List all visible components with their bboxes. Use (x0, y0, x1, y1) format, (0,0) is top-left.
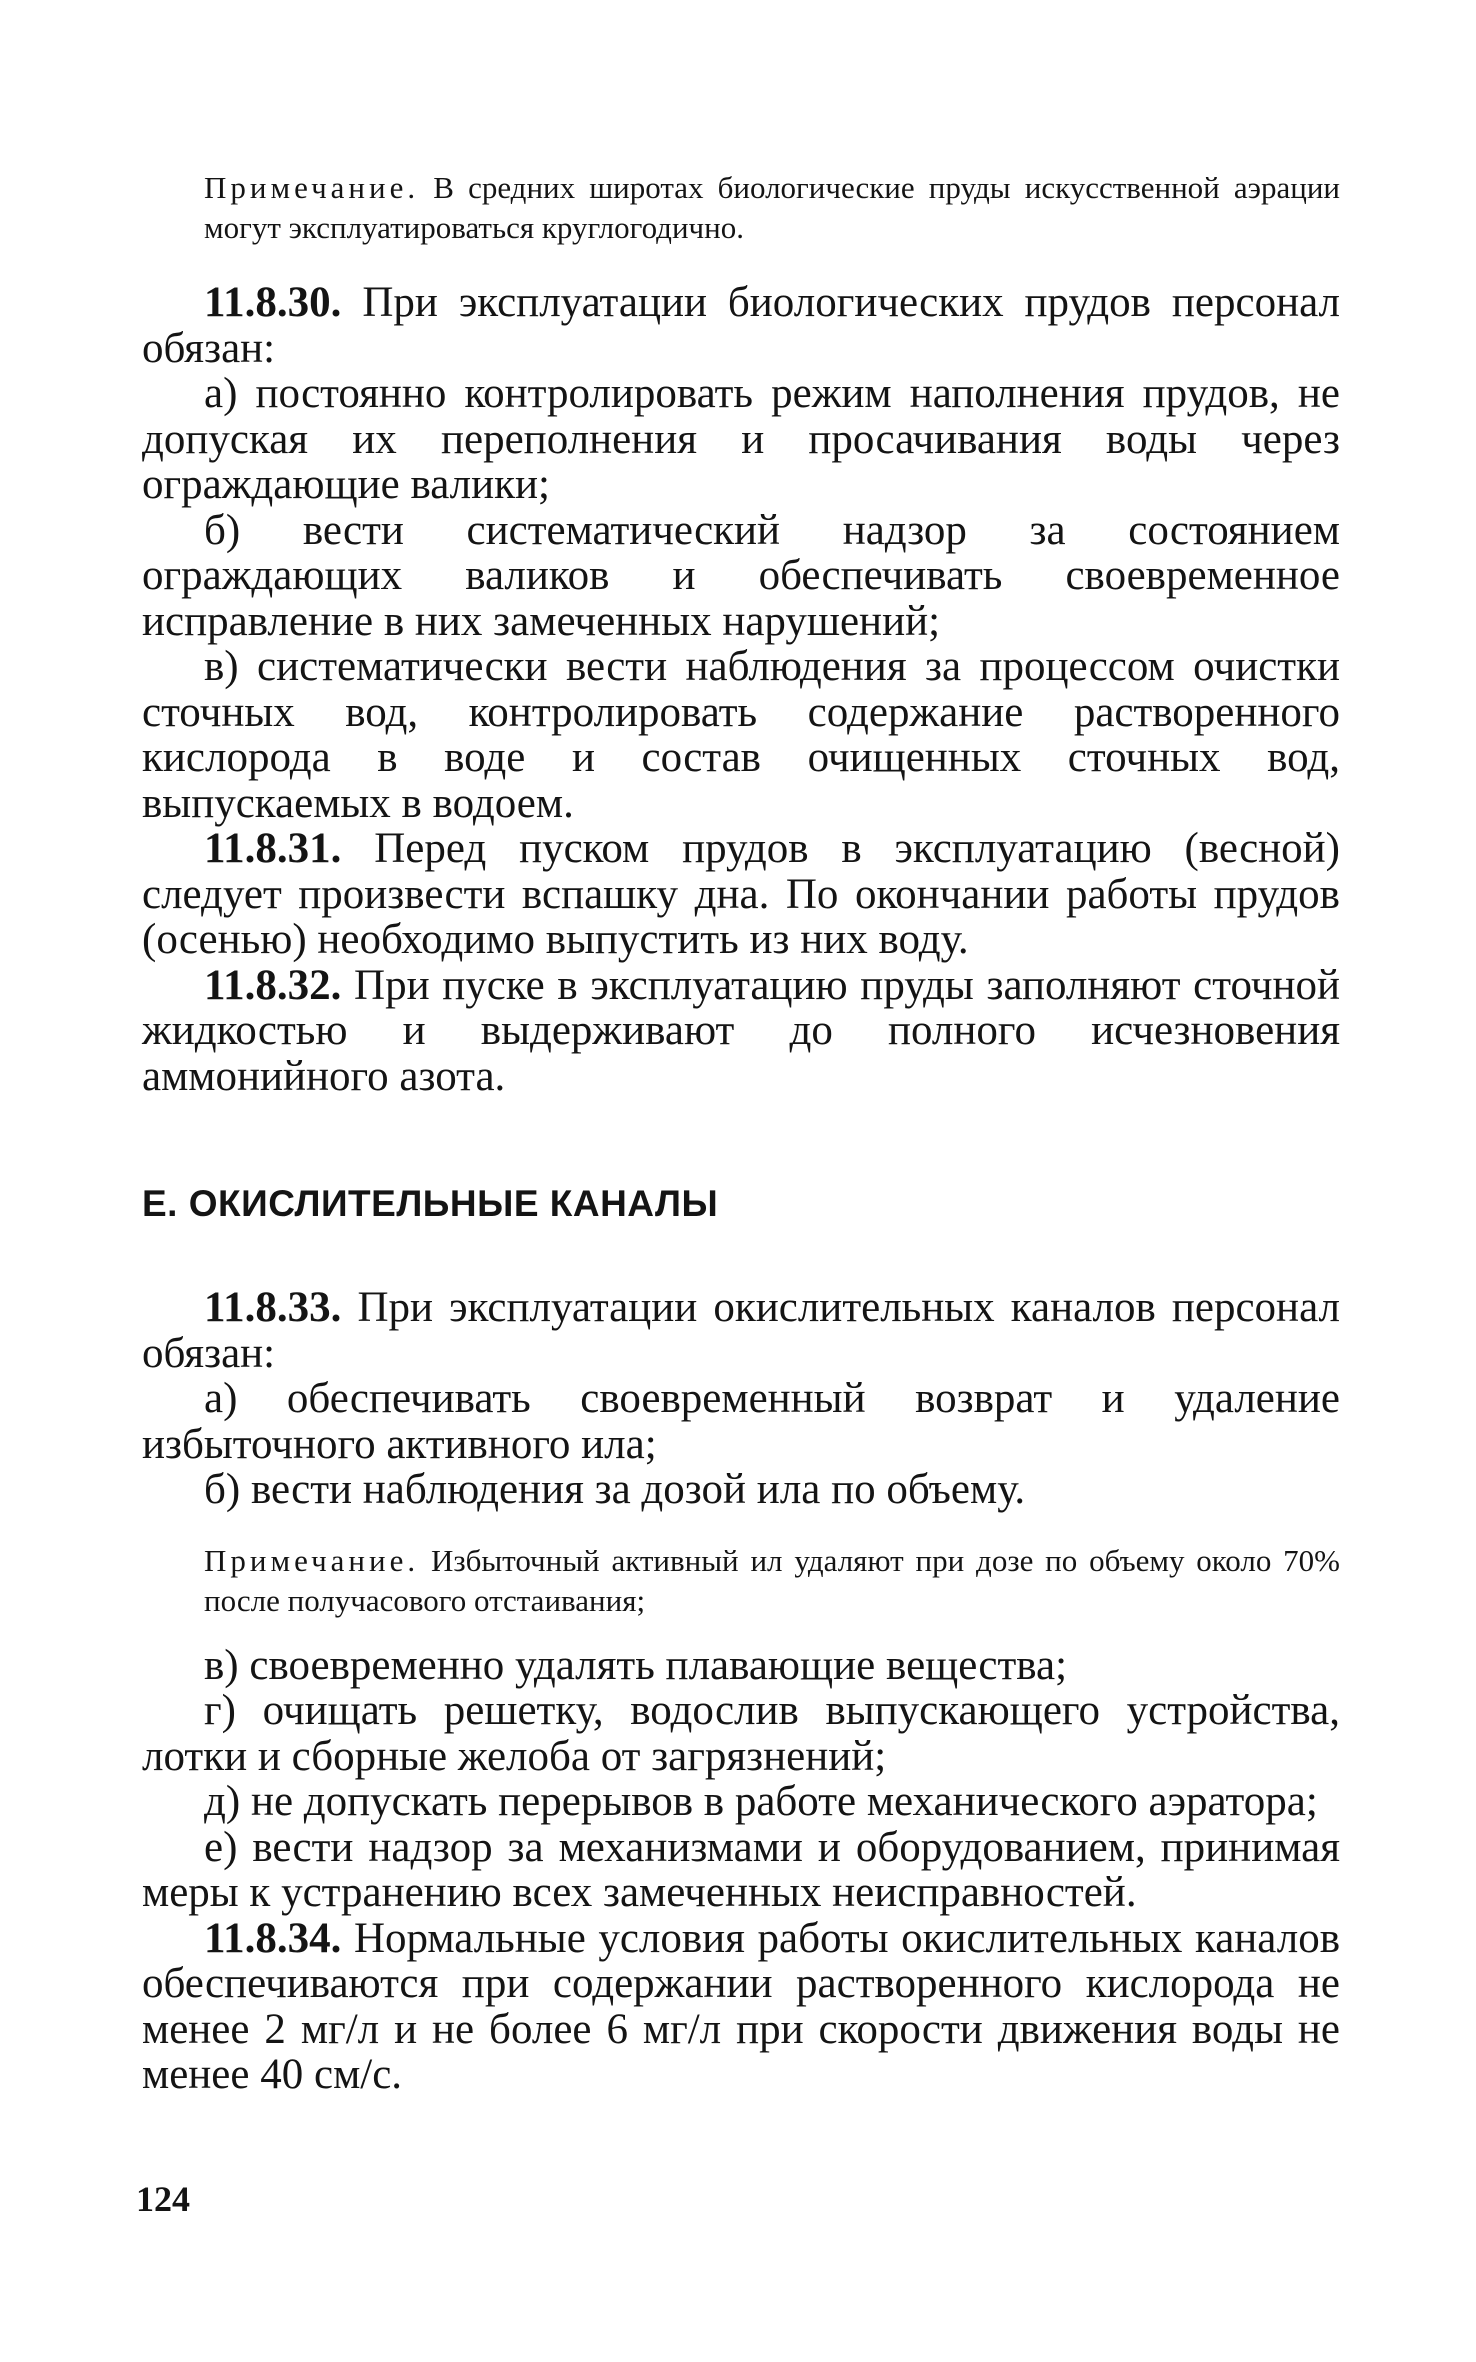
list-item-b: б) вести наблюдения за дозой ила по объему. (204, 1466, 1026, 1513)
clause-11-8-30 (142, 280, 1340, 371)
clause-number: 11.8.32. (204, 961, 342, 1009)
clause-11-8-31 (142, 826, 1340, 963)
list-item-b: б) вести систематический надзор за состоянием ограждающих валиков и обеспечивать своевременное исправление в них замеченных нарушений; (142, 506, 1340, 645)
clause-text: Перед пуском прудов в эксплуатацию (весной) следует произвести вспашку дна. По окончании работы прудов (осенью) необходимо выпустить из них воду. (142, 825, 1341, 963)
clause-text: При эксплуатации биологических прудов персонал обязан: (142, 279, 1340, 372)
note-text: В средних широтах биологические пруды искусственной аэрации могут эксплуатироваться круглогодично. (204, 170, 1340, 245)
clause-11-8-32 (142, 963, 1340, 1100)
clause-number: 11.8.30. (204, 279, 342, 326)
list-item-g: г) очищать решетку, водослив выпускающего устройства, лотки и сборные желоба от загрязнений; (142, 1687, 1340, 1780)
note-label: Примечание. (204, 1542, 420, 1578)
page-number: 124 (136, 2179, 190, 2219)
clause-text: Нормальные условия работы окислительных каналов обеспечиваются при содержании растворенного кислорода не менее 2 мг/л и не более 6 мг/л при скорости движения воды не менее 40 см/с. (142, 1914, 1341, 2098)
list-item-a: а) постоянно контролировать режим наполнения прудов, не допуская их переполнения и просачивания воды через ограждающие валики; (142, 370, 1340, 508)
clause-11-8-33 (142, 1285, 1340, 1376)
clause-text: При пуске в эксплуатацию пруды заполняют сточной жидкостью и выдерживают до полного исчезновения аммонийного азота. (142, 961, 1340, 1100)
clause-number: 11.8.34. (204, 1914, 342, 1962)
section-heading: Е. ОКИСЛИТЕЛЬНЫЕ КАНАЛЫ (142, 1183, 719, 1224)
list-item-v: в) своевременно удалять плавающие вещества; (204, 1641, 1068, 1689)
clause-text: При эксплуатации окислительных каналов персонал обязан: (142, 1284, 1340, 1377)
list-item-e: е) вести надзор за механизмами и оборудованием, принимая меры к устранению всех замеченных неисправностей. (142, 1823, 1340, 1916)
clause-number: 11.8.33. (204, 1284, 342, 1331)
note-label: Примечание. (204, 170, 420, 205)
list-item-d: д) не допускать перерывов в работе механического аэратора; (204, 1778, 1318, 1825)
note-text: Избыточный активный ил удаляют при дозе по объему около 70% после получасового отстаивания; (204, 1542, 1341, 1618)
clause-number: 11.8.31. (204, 825, 342, 872)
list-item-v: в) систематически вести наблюдения за процессом очистки сточных вод, контролировать содержание растворенного кислорода в воде и состав очищенных сточных вод, выпускаемых в водоем. (142, 643, 1340, 827)
note-pond-aeration (142, 168, 1340, 248)
note-excess-sludge (142, 1541, 1340, 1621)
clause-11-8-34 (142, 1916, 1340, 2098)
list-item-a: а) обеспечивать своевременный возврат и удаление избыточного активного ила; (142, 1375, 1340, 1468)
page-body (142, 168, 1340, 2098)
